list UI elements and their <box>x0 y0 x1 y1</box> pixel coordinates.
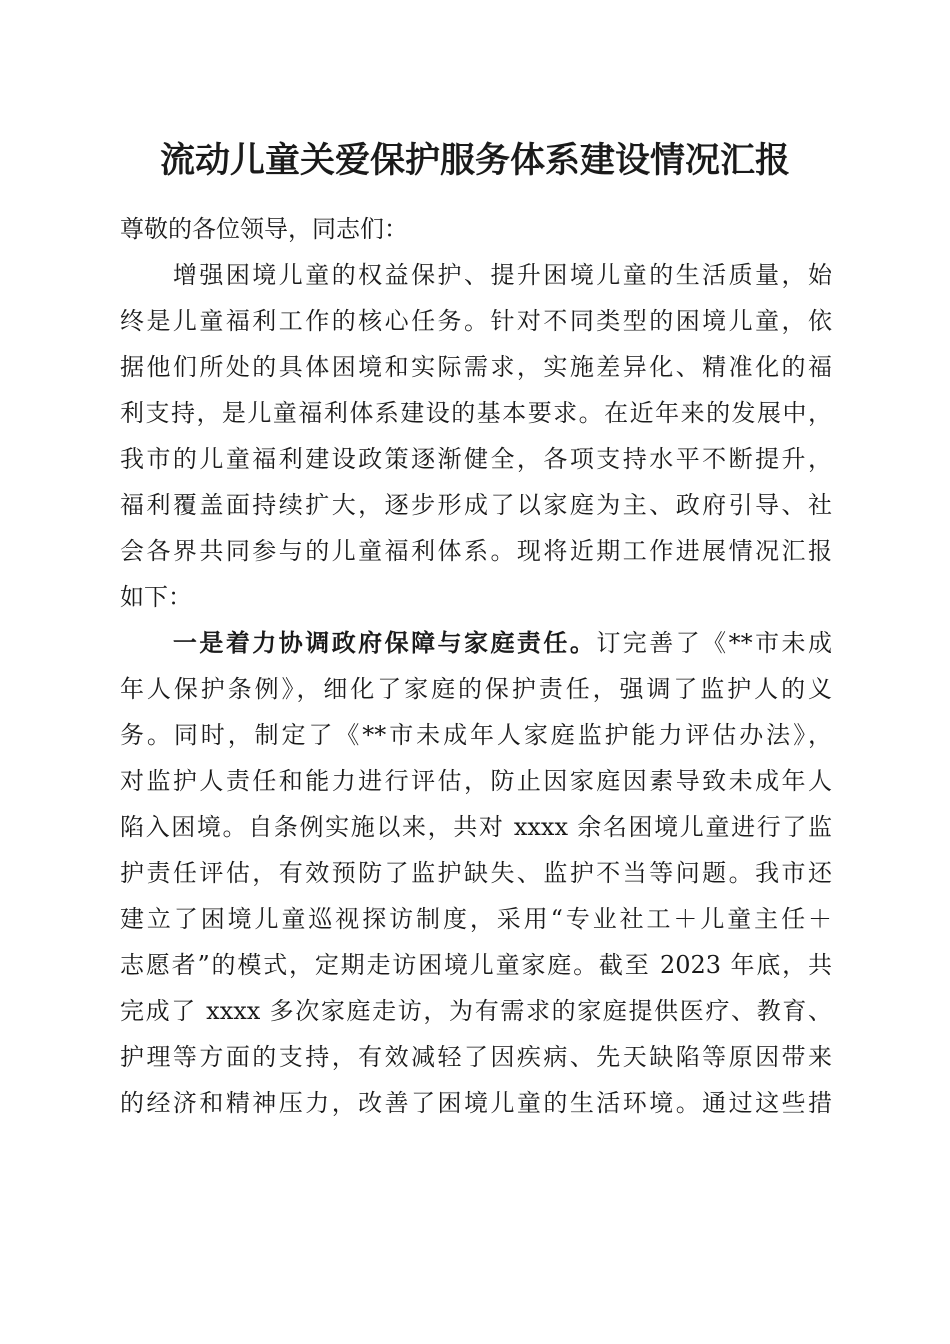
section-heading: 一是着力协调政府保障与家庭责任。 <box>120 628 597 657</box>
paragraph-line: 务。同时，制定了《**市未成年人家庭监护能力评估办法》， <box>120 721 832 749</box>
paragraph-line: 终是儿童福利工作的核心任务。针对不同类型的困境儿童，依 <box>120 307 832 335</box>
greeting-line: 尊敬的各位领导，同志们： <box>120 215 408 243</box>
paragraph-line: 我市的儿童福利建设政策逐渐健全，各项支持水平不断提升， <box>120 445 832 473</box>
paragraph-line: 据他们所处的具体困境和实际需求，实施差异化、精准化的福 <box>120 353 832 381</box>
paragraph-line: 利支持，是儿童福利体系建设的基本要求。在近年来的发展中， <box>120 399 832 427</box>
paragraph-line: 志愿者”的模式，定期走访困境儿童家庭。截至 2023 年底，共 <box>120 951 832 979</box>
paragraph-line: 护责任评估，有效预防了监护缺失、监护不当等问题。我市还 <box>120 859 832 887</box>
paragraph-line: 陷入困境。自条例实施以来，共对 xxxx 余名困境儿童进行了监 <box>120 813 832 841</box>
paragraph-line: 护理等方面的支持，有效减轻了因疾病、先天缺陷等原因带来 <box>120 1043 832 1071</box>
paragraph-line: 年人保护条例》，细化了家庭的保护责任，强调了监护人的义 <box>120 675 832 703</box>
document-title: 流动儿童关爱保护服务体系建设情况汇报 <box>159 140 790 181</box>
document-body <box>120 206 832 1126</box>
paragraph-line: 完成了 xxxx 多次家庭走访，为有需求的家庭提供医疗、教育、 <box>120 997 832 1025</box>
paragraph-line: 对监护人责任和能力进行评估，防止因家庭因素导致未成年人 <box>120 767 832 795</box>
paragraph-line: 的经济和精神压力，改善了困境儿童的生活环境。通过这些措 <box>120 1089 832 1117</box>
paragraph-line: 福利覆盖面持续扩大，逐步形成了以家庭为主、政府引导、社 <box>120 491 832 519</box>
paragraph-line: 如下： <box>120 583 192 611</box>
paragraph-line: 会各界共同参与的儿童福利体系。现将近期工作进展情况汇报 <box>120 537 832 565</box>
paragraph-line: 增强困境儿童的权益保护、提升困境儿童的生活质量，始 <box>120 261 832 289</box>
paragraph-line: 一是着力协调政府保障与家庭责任。订完善了《**市未成 <box>120 628 833 657</box>
paragraph-line: 建立了困境儿童巡视探访制度，采用“专业社工＋儿童主任＋ <box>120 905 832 933</box>
